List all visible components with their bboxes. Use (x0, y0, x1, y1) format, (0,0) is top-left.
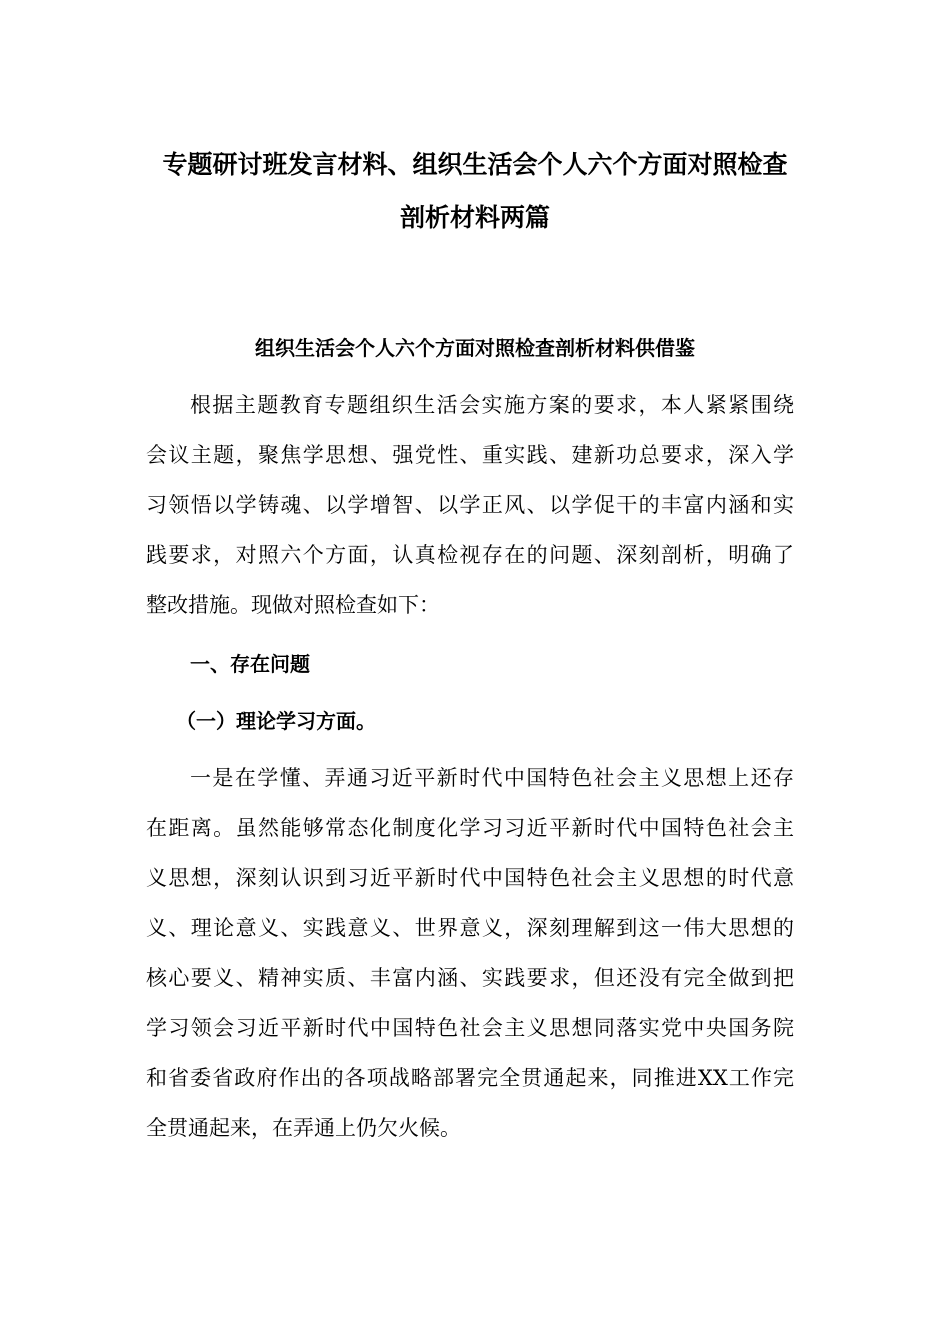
section-heading-problems: 一、存在问题 (190, 652, 310, 676)
body-line-4: 义、理论意义、实践意义、世界意义，深刻理解到这一伟大思想的 (146, 916, 794, 940)
article-subtitle: 组织生活会个人六个方面对照检查剖析材料供借鉴 (255, 336, 695, 360)
intro-line-3: 习领悟以学铸魂、以学增智、以学正风、以学促干的丰富内涵和实 (146, 493, 794, 517)
body-line-3: 义思想，深刻认识到习近平新时代中国特色社会主义思想的时代意 (146, 866, 794, 890)
body-line-5: 核心要义、精神实质、丰富内涵、实践要求，但还没有完全做到把 (146, 966, 794, 990)
body-line-8: 全贯通起来，在弄通上仍欠火候。 (146, 1116, 461, 1140)
subsection-heading-theory-study: （一）理论学习方面。 (176, 709, 376, 733)
body-line-7: 和省委省政府作出的各项战略部署完全贯通起来，同推进XX工作完 (146, 1066, 794, 1090)
body-line-6: 学习领会习近平新时代中国特色社会主义思想同落实党中央国务院 (146, 1016, 794, 1040)
body-line-1: 一是在学懂、弄通习近平新时代中国特色社会主义思想上还存 (190, 766, 794, 790)
intro-line-4: 践要求，对照六个方面，认真检视存在的问题、深刻剖析，明确了 (146, 543, 794, 567)
intro-line-1: 根据主题教育专题组织生活会实施方案的要求，本人紧紧围绕 (190, 393, 794, 417)
document-title-line-2: 剖析材料两篇 (399, 203, 550, 232)
intro-line-5: 整改措施。现做对照检查如下： (146, 593, 440, 617)
document-title-line-1: 专题研讨班发言材料、组织生活会个人六个方面对照检查 (162, 150, 788, 179)
body-line-2: 在距离。虽然能够常态化制度化学习习近平新时代中国特色社会主 (146, 816, 794, 840)
intro-line-2: 会议主题，聚焦学思想、强党性、重实践、建新功总要求，深入学 (146, 443, 794, 467)
